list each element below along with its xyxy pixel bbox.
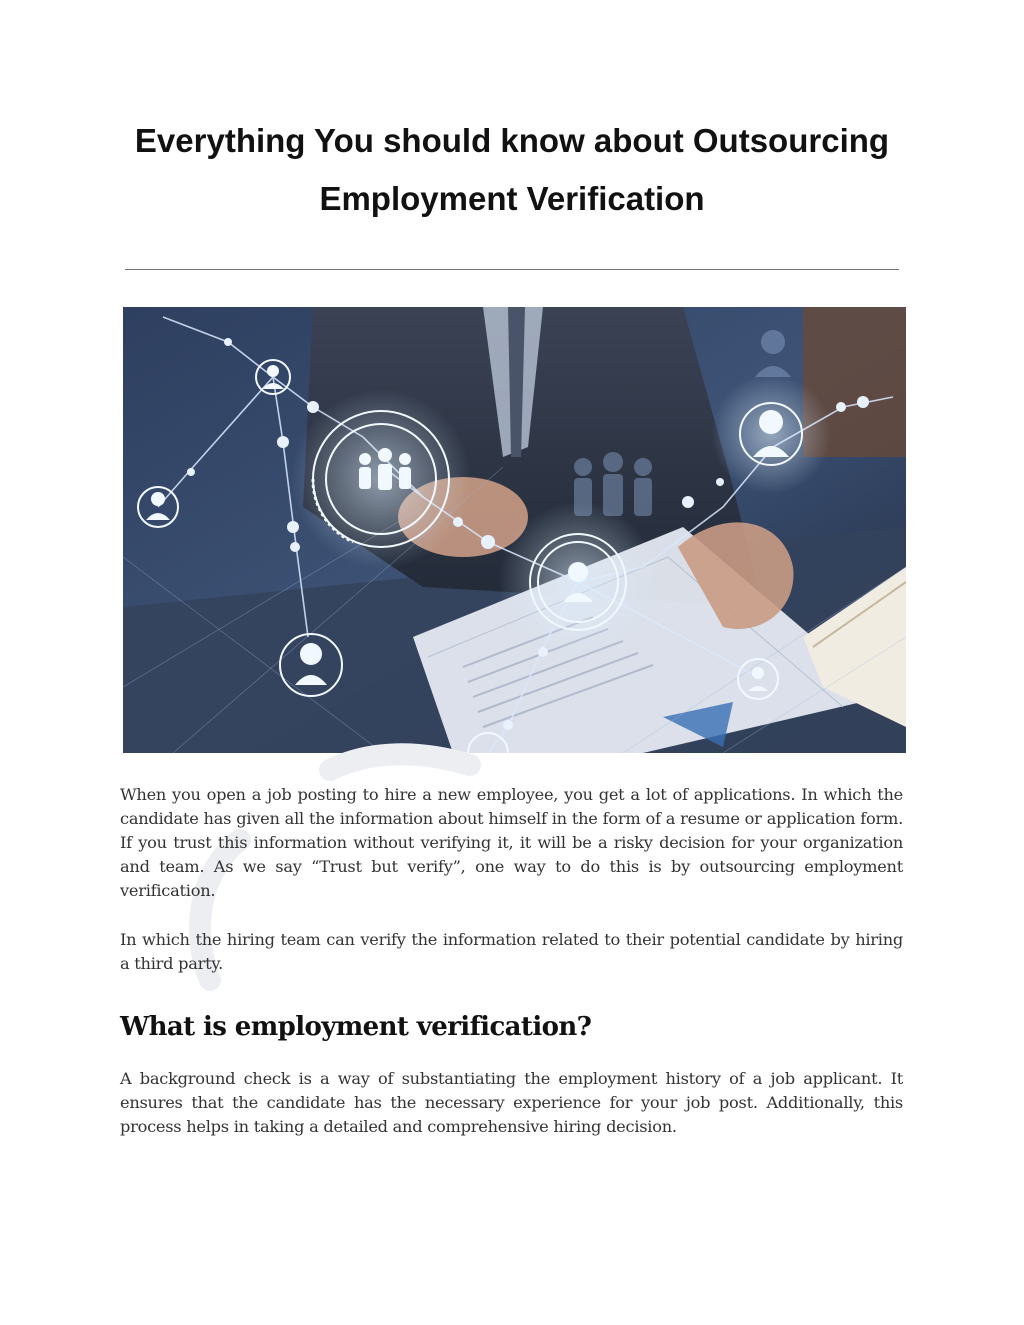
hero-illustration <box>123 307 906 753</box>
section-heading: What is employment verification? <box>120 1012 592 1042</box>
third-party-paragraph: In which the hiring team can verify the information related to their potential candidate by hiring a third party. <box>120 930 903 973</box>
definition-paragraph: A background check is a way of substantiating the employment history of a job applicant. It ensures that the candidate has the necessary experience for your job post. Additionally, this process helps in taking a detailed and comprehensive hiring decision. <box>120 1069 903 1136</box>
title-line-1: Everything You should know about Outsourcing <box>134 122 890 159</box>
page-title <box>90 112 934 228</box>
divider <box>125 269 899 270</box>
hero-image <box>123 307 906 753</box>
title-line-2: Employment Verification <box>319 180 705 217</box>
intro-paragraph: When you open a job posting to hire a new employee, you get a lot of applications. In which the candidate has given all the information about himself in the form of a resume or application form. If you trust this information without verifying it, it will be a risky decision for your organization and team. As we say “Trust but verify”, one way to do this is by outsourcing employment verification. <box>120 785 903 900</box>
